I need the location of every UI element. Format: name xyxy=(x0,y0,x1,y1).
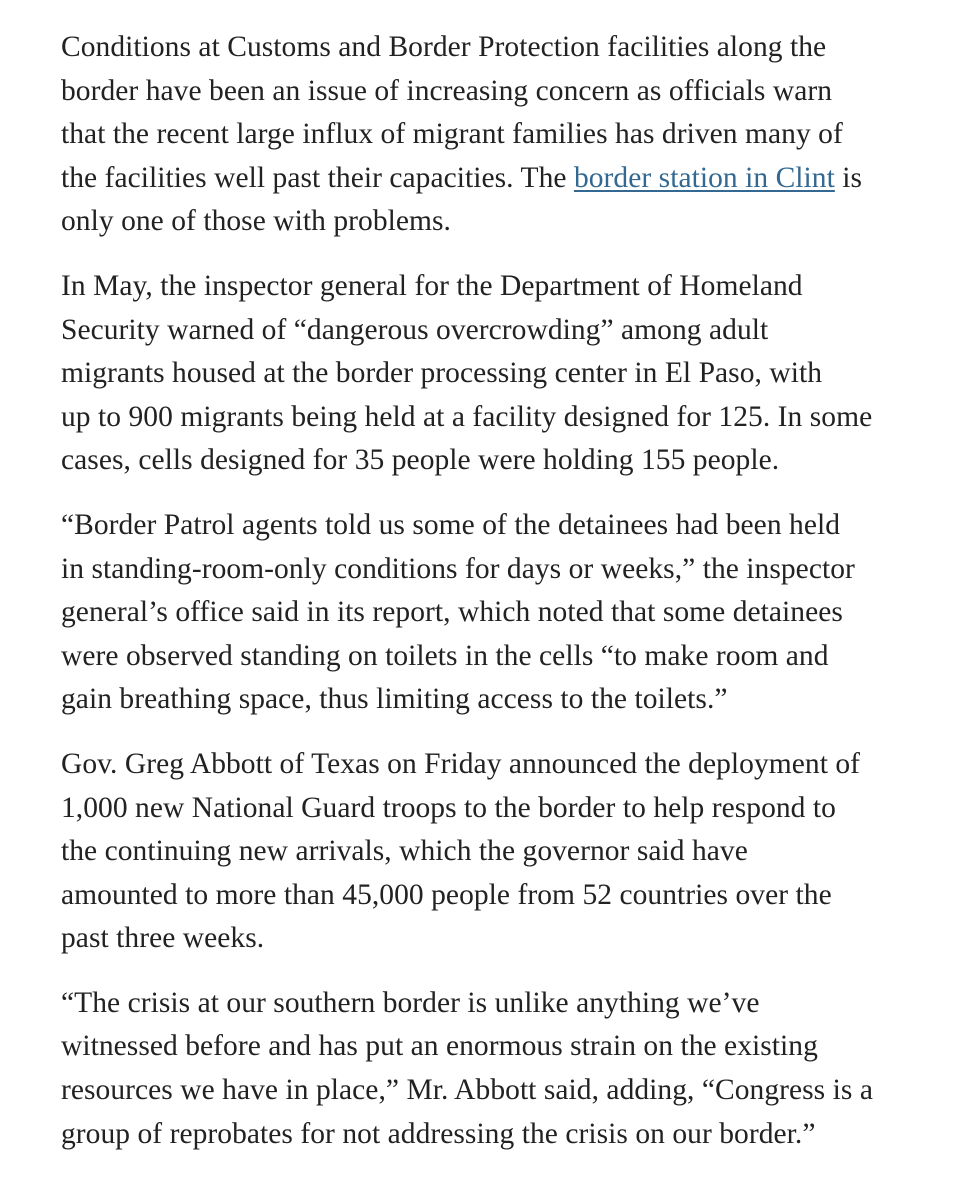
text-line: migrants housed at the border processing center in El Paso, with xyxy=(61,357,823,390)
paragraph-inspector-general-may xyxy=(61,265,941,483)
text-line: “Border Patrol agents told us some of the detainees had been held xyxy=(61,508,841,541)
text-line: resources we have in place,” Mr. Abbott said, adding, “Congress is a xyxy=(61,1074,873,1107)
paragraph-abbott-national-guard xyxy=(61,743,941,961)
text-line: gain breathing space, thus limiting access to the toilets.” xyxy=(61,683,728,716)
text-line: only one of those with problems. xyxy=(61,205,451,238)
text-line: past three weeks. xyxy=(61,922,265,955)
border-station-clint-link[interactable]: border station in Clint xyxy=(573,161,835,194)
text-line: In May, the inspector general for the Department of Homeland xyxy=(61,269,803,302)
text-line: 1,000 new National Guard troops to the border to help respond to xyxy=(61,791,836,824)
paragraph-abbott-quote xyxy=(61,982,941,1156)
text-line: Security warned of “dangerous overcrowding” among adult xyxy=(61,313,769,346)
text-line: amounted to more than 45,000 people from 52 countries over the xyxy=(61,878,832,911)
text-line: Conditions at Customs and Border Protection facilities along the xyxy=(61,31,827,63)
text-line: cases, cells designed for 35 people were holding 155 people. xyxy=(61,444,780,477)
paragraph-border-patrol-quote xyxy=(61,504,941,722)
text-line: group of reprobates for not addressing the crisis on our border.” xyxy=(61,1117,816,1150)
text-segment: the facilities well past their capacities. The xyxy=(61,161,574,194)
text-segment: is xyxy=(834,161,863,194)
text-line: witnessed before and has put an enormous strain on the existing xyxy=(61,1030,818,1063)
text-line-with-link xyxy=(61,157,941,201)
text-line: Gov. Greg Abbott of Texas on Friday announced the deployment of xyxy=(61,747,861,780)
text-line: the continuing new arrivals, which the governor said have xyxy=(61,835,748,868)
text-line: border have been an issue of increasing concern as officials warn xyxy=(61,74,833,107)
paragraph-clint-conditions xyxy=(61,26,941,244)
text-line: up to 900 migrants being held at a facility designed for 125. In some xyxy=(61,400,873,433)
text-line: were observed standing on toilets in the cells “to make room and xyxy=(61,639,829,672)
text-line: that the recent large influx of migrant families has driven many of xyxy=(61,118,843,151)
text-line: “The crisis at our southern border is unlike anything we’ve xyxy=(61,986,760,1019)
text-line: general’s office said in its report, which noted that some detainees xyxy=(61,596,843,629)
text-line: in standing-room-only conditions for days or weeks,” the inspector xyxy=(61,552,855,585)
